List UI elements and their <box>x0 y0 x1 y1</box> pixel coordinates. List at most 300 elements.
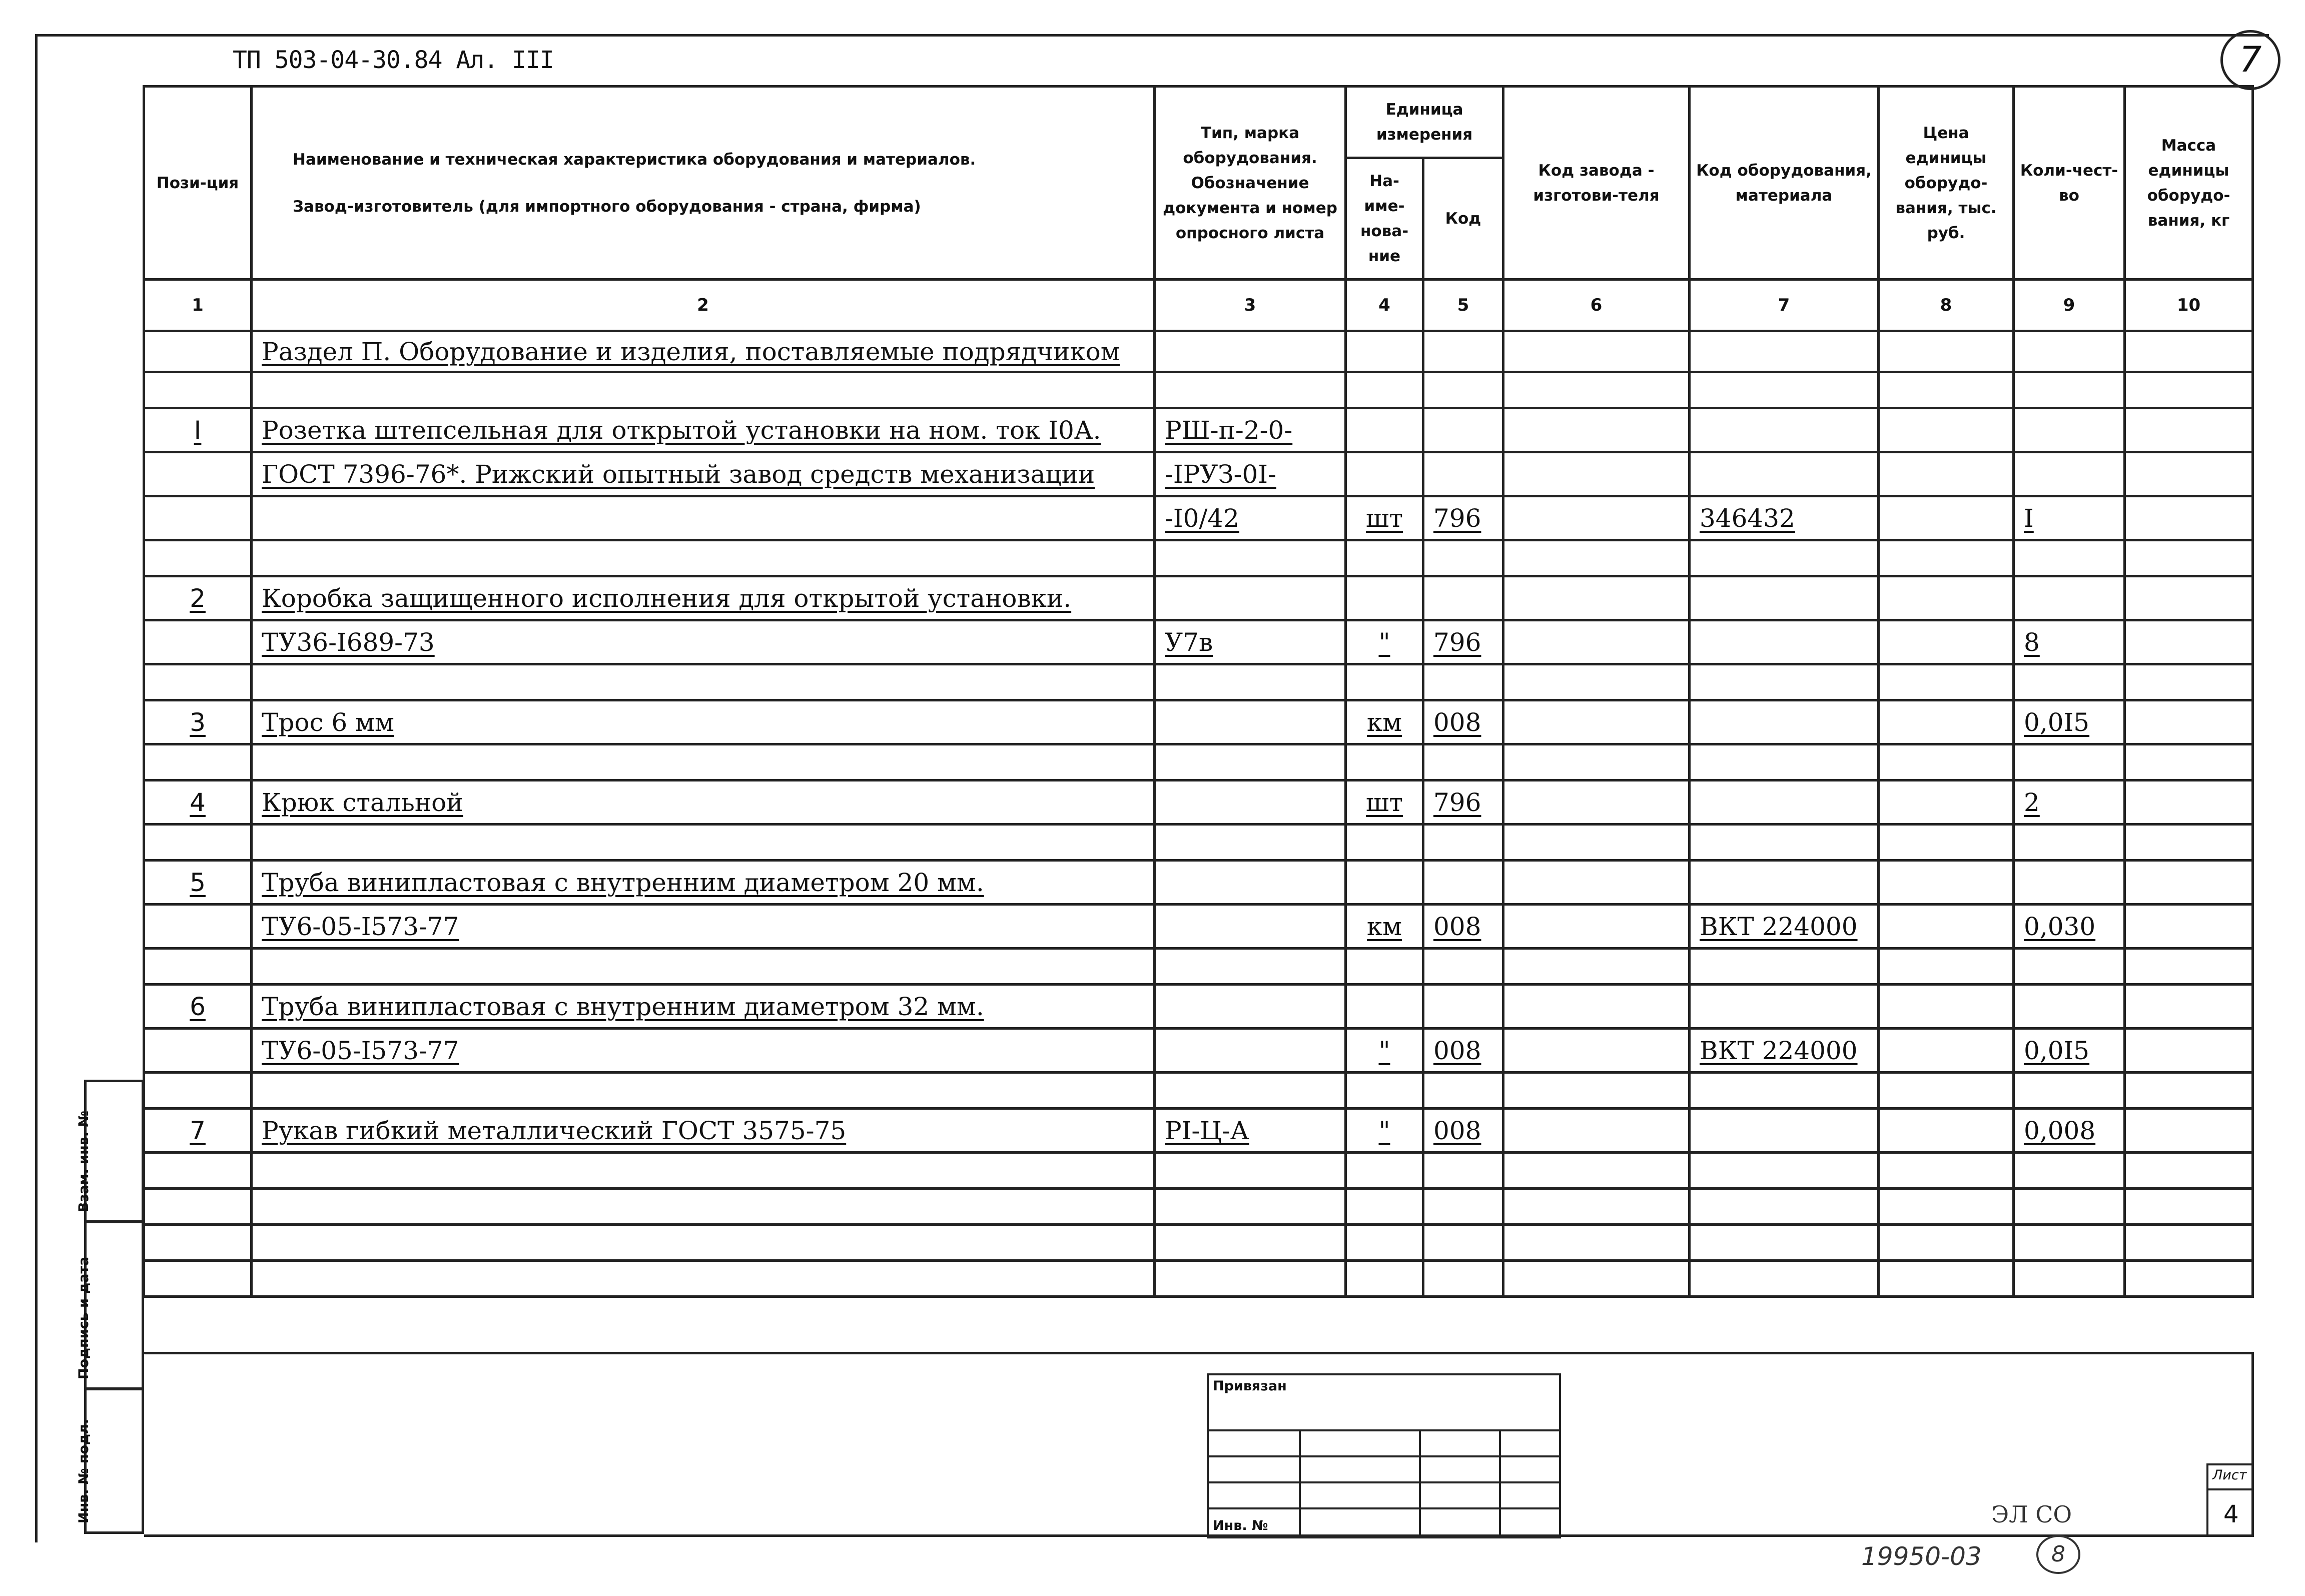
table-row <box>144 620 2253 664</box>
equipment-code-cell <box>1690 949 1879 985</box>
type-cell <box>1155 1189 1346 1225</box>
mass-cell <box>2125 1029 2253 1073</box>
quantity-cell <box>2014 825 2125 861</box>
unit-cell <box>1346 825 1423 861</box>
factory-code-cell <box>1503 1189 1690 1225</box>
unit-cell <box>1346 1109 1423 1153</box>
name-cell-text: ТУ6-05-I573-77 <box>262 1036 459 1065</box>
factory-code-cell <box>1503 1029 1690 1073</box>
position-cell <box>144 1189 252 1225</box>
table-row <box>144 1029 2253 1073</box>
factory-code-cell <box>1503 949 1690 985</box>
unit-code-cell <box>1423 331 1503 372</box>
sheet-box-divider <box>2206 1488 2251 1490</box>
unit-cell-text: км <box>1366 707 1402 737</box>
header-name-line1: Наименование и техническая характеристика оборудования и материалов. <box>293 150 976 169</box>
type-cell <box>1155 576 1346 620</box>
factory-code-cell <box>1503 1261 1690 1297</box>
type-cell <box>1155 664 1346 700</box>
name-cell-text: ТУ36-I689-73 <box>262 627 435 657</box>
side-field-signature-date: Подпись и дата <box>84 1221 144 1390</box>
col-number: 4 <box>1346 280 1423 331</box>
quantity-cell <box>2014 1073 2125 1109</box>
position-cell-text: 4 <box>190 787 206 817</box>
header-unit-code: Код <box>1423 158 1503 280</box>
position-cell <box>144 540 252 576</box>
col-number: 10 <box>2125 280 2253 331</box>
unit-cell <box>1346 620 1423 664</box>
side-stamp <box>76 1080 144 1534</box>
spec-table <box>143 85 2254 1298</box>
position-cell-text: 3 <box>190 707 206 737</box>
price-cell <box>1879 780 2014 825</box>
name-cell <box>252 408 1155 452</box>
stamp-line <box>1209 1429 1559 1431</box>
name-cell <box>252 985 1155 1029</box>
position-cell <box>144 744 252 780</box>
factory-code-cell <box>1503 620 1690 664</box>
position-cell <box>144 1261 252 1297</box>
col-number: 1 <box>144 280 252 331</box>
table-row <box>144 1109 2253 1153</box>
quantity-cell <box>2014 1189 2125 1225</box>
table-row <box>144 905 2253 949</box>
stamp-divider <box>1499 1431 1501 1536</box>
equipment-code-cell <box>1690 985 1879 1029</box>
equipment-code-cell <box>1690 408 1879 452</box>
mass-cell <box>2125 331 2253 372</box>
type-cell <box>1155 780 1346 825</box>
document-code: ТП 503-04-30.84 Ал. III <box>233 46 554 74</box>
header-price: Цена единицы оборудо-вания, тыс. руб. <box>1879 87 2014 280</box>
unit-code-cell <box>1423 1189 1503 1225</box>
unit-code-cell-text: 796 <box>1433 627 1481 657</box>
mass-cell <box>2125 1109 2253 1153</box>
mass-cell <box>2125 905 2253 949</box>
unit-code-cell <box>1423 496 1503 540</box>
table-row <box>144 664 2253 700</box>
factory-code-cell <box>1503 825 1690 861</box>
position-cell <box>144 496 252 540</box>
mass-cell <box>2125 1225 2253 1261</box>
name-cell-text: Раздел П. Оборудование и изделия, поставляемые подрядчиком <box>262 337 1120 366</box>
price-cell <box>1879 1261 2014 1297</box>
col-number: 5 <box>1423 280 1503 331</box>
table-row <box>144 1153 2253 1189</box>
price-cell <box>1879 496 2014 540</box>
position-cell <box>144 949 252 985</box>
name-cell-text: Коробка защищенного исполнения для открытой установки. <box>262 583 1072 613</box>
price-cell <box>1879 540 2014 576</box>
name-cell-text: Крюк стальной <box>262 787 463 817</box>
sheet-page-number: 4 <box>2223 1500 2239 1528</box>
quantity-cell <box>2014 576 2125 620</box>
factory-code-cell <box>1503 576 1690 620</box>
equipment-code-cell <box>1690 1153 1879 1189</box>
name-cell <box>252 540 1155 576</box>
type-cell <box>1155 408 1346 452</box>
unit-cell <box>1346 905 1423 949</box>
unit-code-cell <box>1423 861 1503 905</box>
equipment-code-cell <box>1690 576 1879 620</box>
mass-cell <box>2125 700 2253 744</box>
col-number: 6 <box>1503 280 1690 331</box>
quantity-cell-text: 0,030 <box>2024 912 2096 941</box>
unit-code-cell <box>1423 1261 1503 1297</box>
name-cell-text: Трос 6 мм <box>262 707 394 737</box>
price-cell <box>1879 1153 2014 1189</box>
name-cell <box>252 1109 1155 1153</box>
position-cell <box>144 985 252 1029</box>
type-cell <box>1155 744 1346 780</box>
price-cell <box>1879 331 2014 372</box>
col-number: 9 <box>2014 280 2125 331</box>
unit-code-cell <box>1423 664 1503 700</box>
unit-code-cell-text: 008 <box>1433 1116 1481 1145</box>
factory-code-cell <box>1503 905 1690 949</box>
unit-cell <box>1346 1225 1423 1261</box>
factory-code-cell <box>1503 1073 1690 1109</box>
position-cell <box>144 1225 252 1261</box>
unit-code-cell <box>1423 949 1503 985</box>
mass-cell <box>2125 1189 2253 1225</box>
mass-cell <box>2125 496 2253 540</box>
factory-code-cell <box>1503 452 1690 496</box>
type-cell <box>1155 861 1346 905</box>
table-row <box>144 1261 2253 1297</box>
table-row <box>144 331 2253 372</box>
equipment-code-cell <box>1690 1029 1879 1073</box>
table-row <box>144 744 2253 780</box>
inventory-number-label: Инв. № <box>1213 1518 1268 1533</box>
position-cell <box>144 620 252 664</box>
quantity-cell <box>2014 452 2125 496</box>
unit-code-cell <box>1423 744 1503 780</box>
factory-code-cell <box>1503 1153 1690 1189</box>
factory-code-cell <box>1503 1109 1690 1153</box>
unit-cell <box>1346 331 1423 372</box>
type-cell-text: -IРУЗ-0I- <box>1165 459 1276 489</box>
name-cell-text: ТУ6-05-I573-77 <box>262 912 459 941</box>
column-number-row <box>144 280 2253 331</box>
position-cell <box>144 1153 252 1189</box>
quantity-cell-text: 8 <box>2024 627 2040 657</box>
factory-code-cell <box>1503 496 1690 540</box>
type-cell-text: -I0/42 <box>1165 503 1239 533</box>
sheet-label: Лист <box>2212 1467 2247 1483</box>
factory-code-cell <box>1503 664 1690 700</box>
factory-code-cell <box>1503 408 1690 452</box>
unit-cell <box>1346 700 1423 744</box>
type-cell <box>1155 1029 1346 1073</box>
equipment-code-cell-text: ВКТ 224000 <box>1700 912 1858 941</box>
unit-code-cell-text: 008 <box>1433 707 1481 737</box>
unit-cell <box>1346 1073 1423 1109</box>
factory-code-cell <box>1503 744 1690 780</box>
equipment-code-cell-text: 346432 <box>1700 503 1795 533</box>
factory-code-cell <box>1503 985 1690 1029</box>
quantity-cell <box>2014 700 2125 744</box>
quantity-cell <box>2014 540 2125 576</box>
price-cell <box>1879 452 2014 496</box>
name-cell <box>252 331 1155 372</box>
position-cell <box>144 408 252 452</box>
unit-cell <box>1346 540 1423 576</box>
table-row <box>144 496 2253 540</box>
unit-code-cell <box>1423 576 1503 620</box>
name-cell <box>252 1189 1155 1225</box>
name-cell <box>252 949 1155 985</box>
unit-cell <box>1346 372 1423 408</box>
price-cell <box>1879 905 2014 949</box>
sheet-box <box>2206 1463 2253 1535</box>
name-cell <box>252 905 1155 949</box>
price-cell <box>1879 861 2014 905</box>
name-cell <box>252 576 1155 620</box>
stamp-divider <box>1419 1431 1421 1536</box>
header-name <box>252 87 1155 280</box>
price-cell <box>1879 1109 2014 1153</box>
type-cell <box>1155 1153 1346 1189</box>
table-row <box>144 780 2253 825</box>
name-cell <box>252 496 1155 540</box>
name-cell <box>252 452 1155 496</box>
quantity-cell <box>2014 496 2125 540</box>
unit-code-cell-text: 796 <box>1433 503 1481 533</box>
quantity-cell <box>2014 620 2125 664</box>
price-cell <box>1879 949 2014 985</box>
type-cell <box>1155 949 1346 985</box>
position-cell <box>144 780 252 825</box>
price-cell <box>1879 1073 2014 1109</box>
equipment-code-cell <box>1690 1109 1879 1153</box>
header-position: Пози-ция <box>144 87 252 280</box>
price-cell <box>1879 1189 2014 1225</box>
quantity-cell <box>2014 408 2125 452</box>
unit-code-cell <box>1423 1153 1503 1189</box>
name-cell <box>252 1073 1155 1109</box>
factory-code-cell <box>1503 372 1690 408</box>
quantity-cell <box>2014 1029 2125 1073</box>
name-cell-text: ГОСТ 7396-76*. Рижский опытный завод средств механизации <box>262 459 1095 489</box>
price-cell <box>1879 1225 2014 1261</box>
unit-code-cell <box>1423 1225 1503 1261</box>
unit-cell <box>1346 452 1423 496</box>
name-cell <box>252 1153 1155 1189</box>
header-quantity: Коли-чест-во <box>2014 87 2125 280</box>
factory-code-cell <box>1503 861 1690 905</box>
position-cell-text: 2 <box>190 583 206 613</box>
position-cell <box>144 700 252 744</box>
position-cell <box>144 452 252 496</box>
type-cell <box>1155 452 1346 496</box>
unit-code-cell <box>1423 540 1503 576</box>
quantity-cell-text: 0,008 <box>2024 1116 2096 1145</box>
type-cell-text: РШ-п-2-0- <box>1165 415 1293 445</box>
mass-cell <box>2125 620 2253 664</box>
name-cell-text: Труба винипластовая с внутренним диаметром 20 мм. <box>262 868 984 897</box>
table-row <box>144 949 2253 985</box>
price-cell <box>1879 620 2014 664</box>
price-cell <box>1879 664 2014 700</box>
price-cell <box>1879 825 2014 861</box>
table-row <box>144 825 2253 861</box>
unit-cell <box>1346 1029 1423 1073</box>
binding-stamp <box>1207 1373 1561 1538</box>
quantity-cell <box>2014 1261 2125 1297</box>
position-cell <box>144 905 252 949</box>
factory-code-cell <box>1503 331 1690 372</box>
unit-cell <box>1346 1189 1423 1225</box>
type-cell <box>1155 985 1346 1029</box>
equipment-code-cell <box>1690 1189 1879 1225</box>
equipment-code-cell <box>1690 1225 1879 1261</box>
unit-cell <box>1346 1153 1423 1189</box>
unit-cell-text: км <box>1366 912 1402 941</box>
stamp-divider <box>1299 1431 1301 1536</box>
type-cell <box>1155 1073 1346 1109</box>
col-number: 3 <box>1155 280 1346 331</box>
name-cell-text: Розетка штепсельная для открытой установки на ном. ток I0А. <box>262 415 1101 445</box>
position-cell-text: I <box>194 415 202 445</box>
quantity-cell-text: 2 <box>2024 787 2040 817</box>
unit-code-cell <box>1423 780 1503 825</box>
name-cell <box>252 780 1155 825</box>
position-cell <box>144 1029 252 1073</box>
quantity-cell <box>2014 372 2125 408</box>
factory-code-cell <box>1503 780 1690 825</box>
handwritten-number: 19950-03 <box>1861 1542 1982 1571</box>
position-cell <box>144 331 252 372</box>
table-row <box>144 540 2253 576</box>
mass-cell <box>2125 949 2253 985</box>
type-cell <box>1155 700 1346 744</box>
unit-code-cell-text: 796 <box>1433 787 1481 817</box>
quantity-cell <box>2014 949 2125 985</box>
mass-cell <box>2125 985 2253 1029</box>
price-cell <box>1879 744 2014 780</box>
stamp-line <box>1209 1481 1559 1483</box>
unit-cell-text: шт <box>1365 787 1403 817</box>
type-cell <box>1155 1225 1346 1261</box>
mass-cell <box>2125 576 2253 620</box>
type-cell <box>1155 1109 1346 1153</box>
drawing-code: ЭЛ СО <box>1991 1501 2072 1528</box>
quantity-cell <box>2014 861 2125 905</box>
price-cell <box>1879 372 2014 408</box>
unit-cell <box>1346 576 1423 620</box>
mass-cell <box>2125 744 2253 780</box>
equipment-code-cell <box>1690 452 1879 496</box>
table-row <box>144 1225 2253 1261</box>
factory-code-cell <box>1503 700 1690 744</box>
unit-cell <box>1346 664 1423 700</box>
equipment-code-cell <box>1690 1261 1879 1297</box>
table-row <box>144 1189 2253 1225</box>
quantity-cell <box>2014 1225 2125 1261</box>
col-number: 2 <box>252 280 1155 331</box>
table-row <box>144 985 2253 1029</box>
type-cell <box>1155 496 1346 540</box>
binding-label: Привязан <box>1213 1378 1287 1394</box>
quantity-cell <box>2014 1109 2125 1153</box>
header-equipment-code: Код оборудования, материала <box>1690 87 1879 280</box>
equipment-code-cell <box>1690 540 1879 576</box>
quantity-cell <box>2014 664 2125 700</box>
unit-cell <box>1346 985 1423 1029</box>
unit-code-cell-text: 008 <box>1433 1036 1481 1065</box>
name-cell <box>252 1029 1155 1073</box>
price-cell <box>1879 408 2014 452</box>
equipment-code-cell <box>1690 905 1879 949</box>
type-cell <box>1155 825 1346 861</box>
position-cell <box>144 576 252 620</box>
price-cell <box>1879 985 2014 1029</box>
table-row <box>144 452 2253 496</box>
unit-code-cell <box>1423 1029 1503 1073</box>
equipment-code-cell <box>1690 744 1879 780</box>
position-cell <box>144 825 252 861</box>
equipment-code-cell <box>1690 331 1879 372</box>
unit-code-cell <box>1423 905 1503 949</box>
table-row <box>144 408 2253 452</box>
position-cell-text: 5 <box>190 868 206 897</box>
mass-cell <box>2125 540 2253 576</box>
equipment-code-cell <box>1690 496 1879 540</box>
mass-cell <box>2125 452 2253 496</box>
header-type: Тип, марка оборудования. Обозначение документа и номер опросного листа <box>1155 87 1346 280</box>
unit-cell <box>1346 861 1423 905</box>
title-block <box>144 1352 2254 1537</box>
mass-cell <box>2125 664 2253 700</box>
header-unit-name: На-име-нова-ние <box>1346 158 1423 280</box>
header-mass: Масса единицы оборудо-вания, кг <box>2125 87 2253 280</box>
type-cell <box>1155 620 1346 664</box>
mass-cell <box>2125 825 2253 861</box>
type-cell <box>1155 372 1346 408</box>
table-row <box>144 372 2253 408</box>
equipment-code-cell <box>1690 700 1879 744</box>
equipment-code-cell <box>1690 825 1879 861</box>
quantity-cell-text: 0,0I5 <box>2024 707 2090 737</box>
unit-cell-text: " <box>1378 1036 1390 1065</box>
position-cell-text: 7 <box>190 1116 206 1145</box>
type-cell <box>1155 540 1346 576</box>
mass-cell <box>2125 372 2253 408</box>
price-cell <box>1879 1029 2014 1073</box>
equipment-code-cell <box>1690 620 1879 664</box>
quantity-cell <box>2014 780 2125 825</box>
type-cell <box>1155 905 1346 949</box>
name-cell <box>252 1261 1155 1297</box>
side-field-original-inv: Инв. № подл. <box>84 1388 144 1534</box>
unit-code-cell <box>1423 620 1503 664</box>
table-row <box>144 1073 2253 1109</box>
unit-code-cell <box>1423 372 1503 408</box>
unit-code-cell <box>1423 452 1503 496</box>
name-cell <box>252 620 1155 664</box>
stamp-line <box>1209 1455 1559 1457</box>
quantity-cell <box>2014 331 2125 372</box>
type-cell <box>1155 331 1346 372</box>
position-cell-text: 6 <box>190 992 206 1021</box>
price-cell <box>1879 700 2014 744</box>
mass-cell <box>2125 1153 2253 1189</box>
unit-cell-text: " <box>1378 627 1390 657</box>
unit-cell <box>1346 496 1423 540</box>
unit-cell <box>1346 780 1423 825</box>
position-cell <box>144 861 252 905</box>
